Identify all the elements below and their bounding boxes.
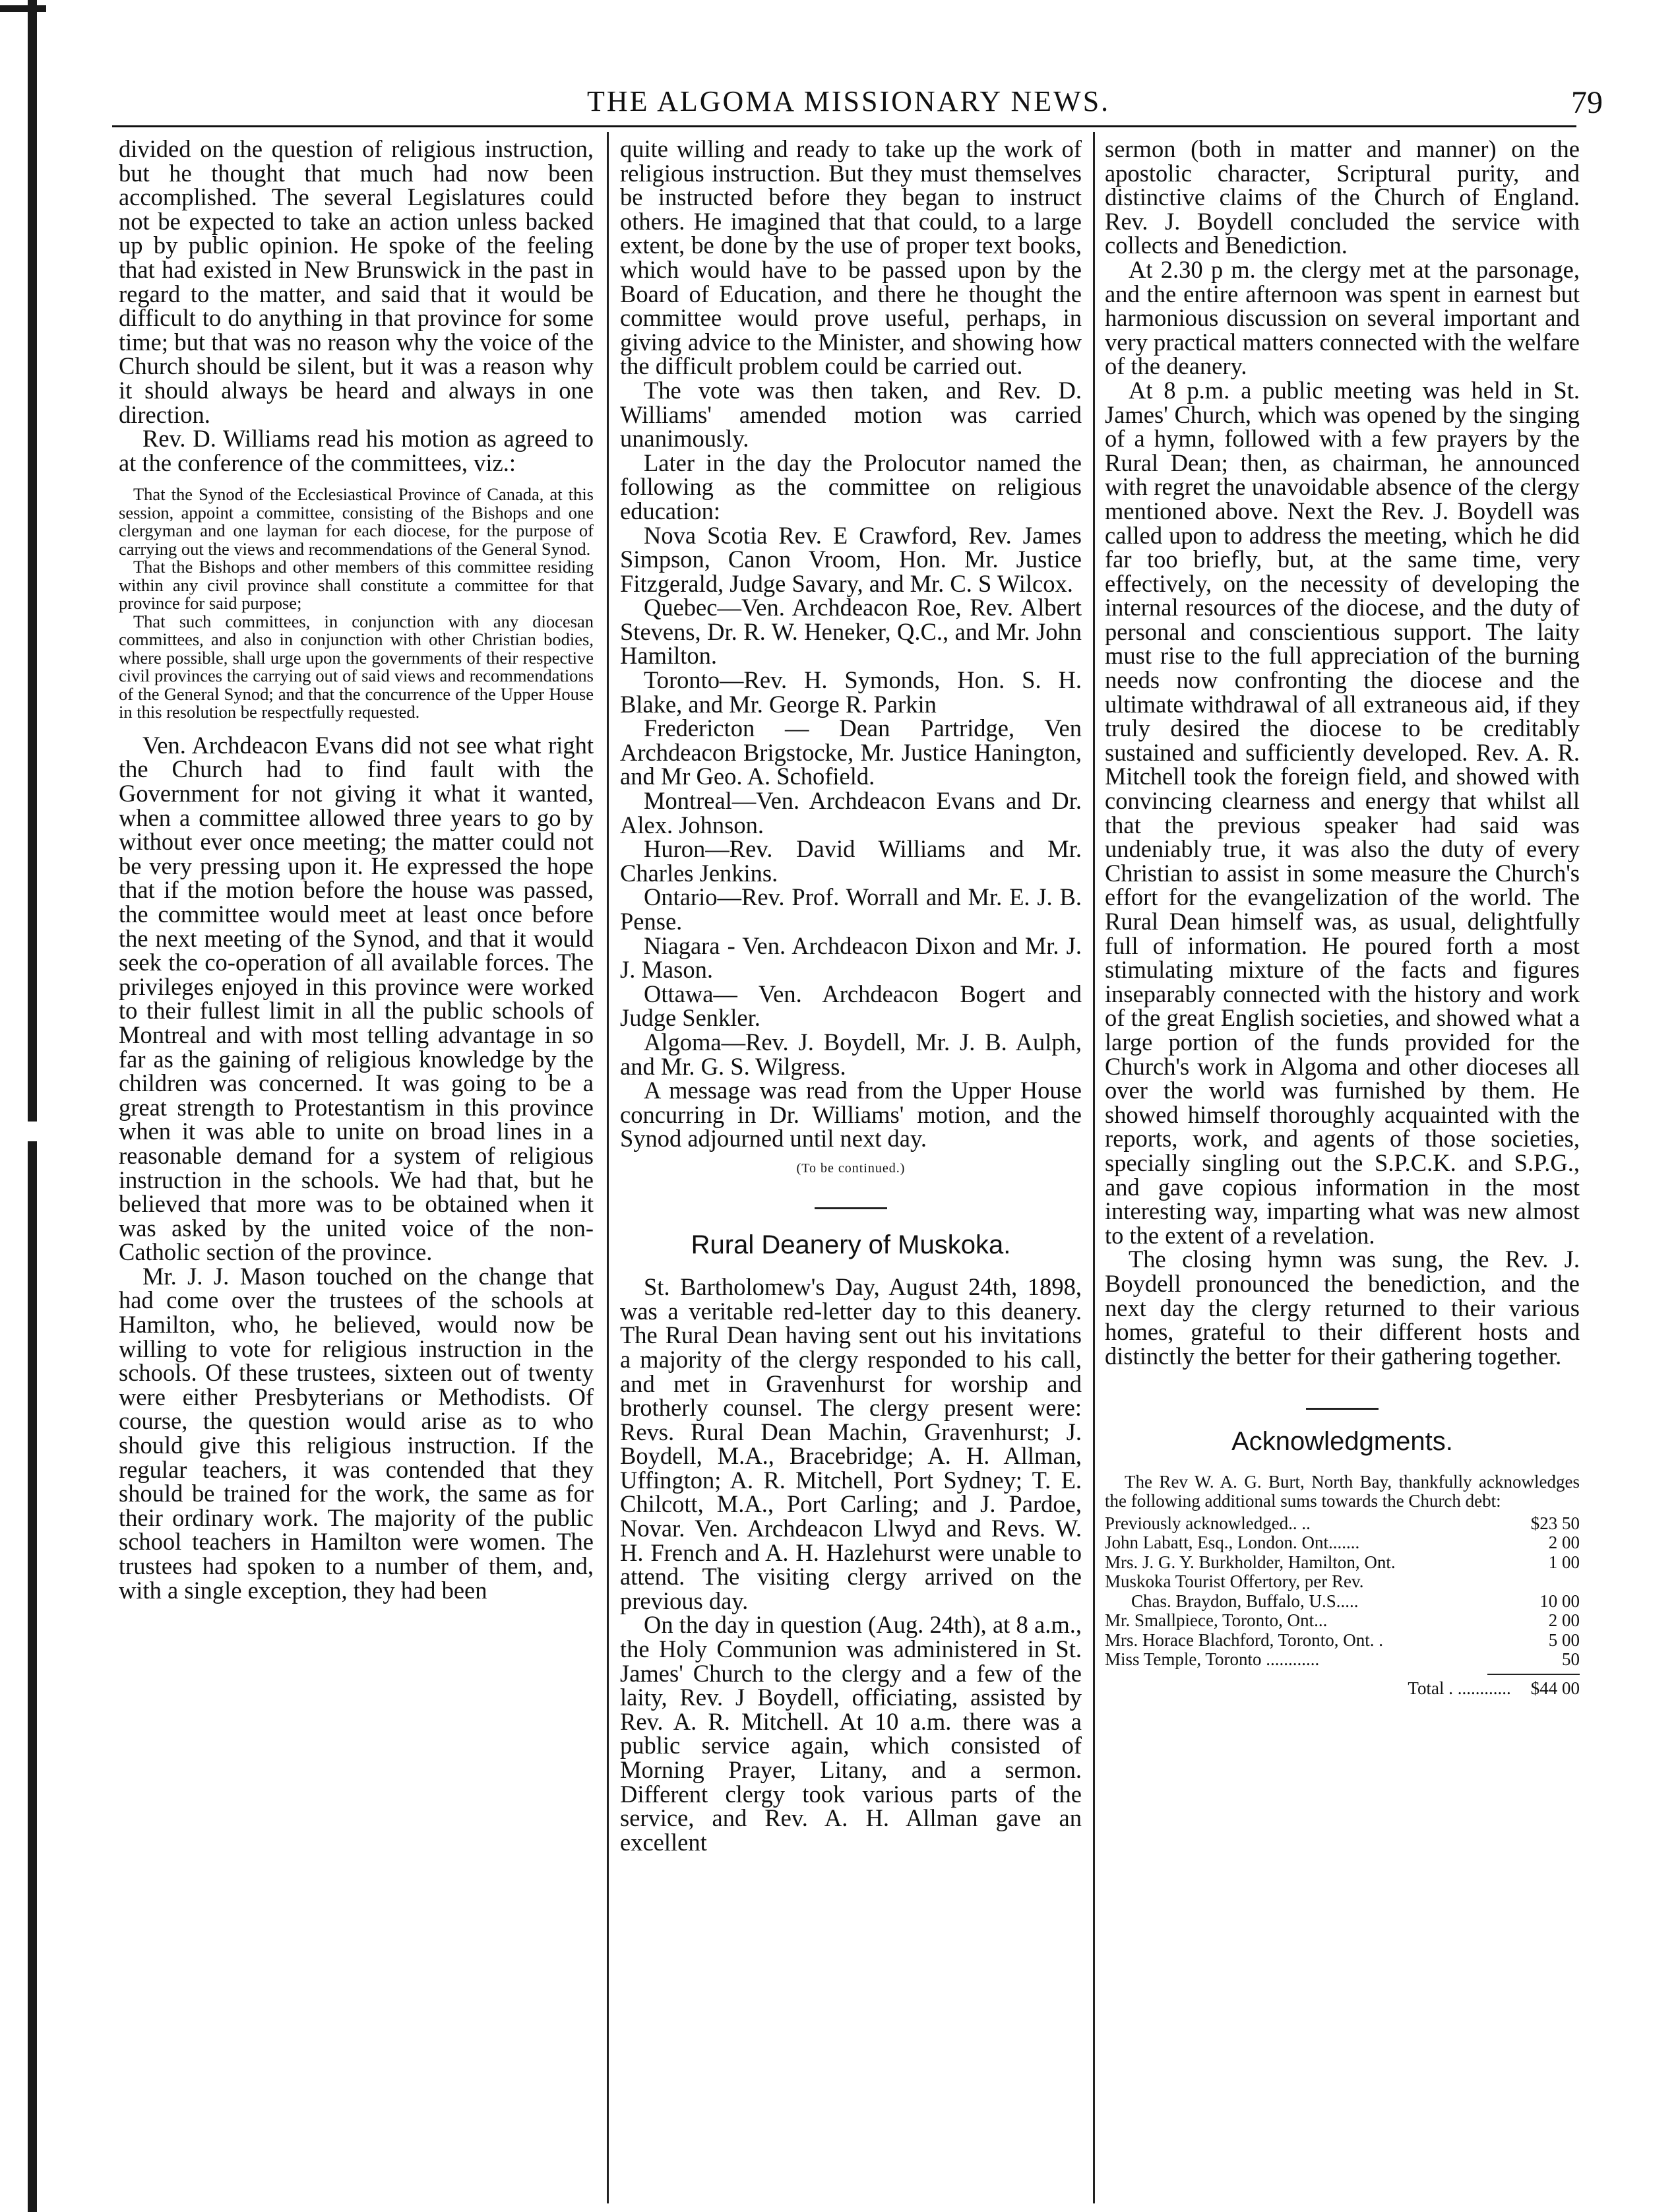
paragraph: sermon (both in matter and manner) on the apostolic character, Scriptural purity, and distinctive claims of the Church of England. Rev. J. Boydell concluded the service with collects and Benediction. [1105, 137, 1580, 259]
to-be-continued-note: (To be continued.) [796, 1160, 906, 1176]
section-rule [815, 1207, 887, 1209]
ack-name: Chas. Braydon, Buffalo, U.S..... [1131, 1591, 1359, 1611]
committee-entry: Fredericton — Dean Partridge, Ven Archdeacon Brigstocke, Mr. Justice Hanington, and Mr Geo. A. Schofield. [620, 714, 1082, 790]
ack-row [1105, 1650, 1580, 1670]
acknowledgments-intro: The Rev W. A. G. Burt, North Bay, thankfully acknowledges the following additional sums towards the Church debt: [1105, 1471, 1580, 1511]
committee-entry: Huron—Rev. David Williams and Mr. Charles Jenkins. [620, 835, 1082, 887]
committee-entry: Ontario—Rev. Prof. Worrall and Mr. E. J. B. Pense. [620, 883, 1082, 935]
page-header [112, 84, 1603, 124]
acknowledgments-title: Acknowledgments. [1231, 1427, 1453, 1457]
ack-amount: 2 00 [1548, 1533, 1580, 1553]
section-title: Rural Deanery of Muskoka. [691, 1230, 1011, 1259]
total-amount: $44 00 [1530, 1678, 1580, 1698]
resolution-clause: That the Synod of the Ecclesiastical Province of Canada, at this session, appoint a committee, consisting of the Bishops and one clergyman and one layman for each diocese, for the purpose of carrying out the views and recommendations of the General Synod. [119, 484, 594, 559]
ack-name: Previously acknowledged.. .. [1105, 1513, 1311, 1533]
paragraph: Rev. D. Williams read his motion as agreed to at the conference of the committees, viz.: [119, 425, 594, 476]
scan-corner-mark [0, 5, 46, 12]
committee-entry: Montreal—Ven. Archdeacon Evans and Dr. Alex. Johnson. [620, 787, 1082, 838]
paragraph: divided on the question of religious instruction, but he thought that much had now been accomplished. The several Legislatures could not be expected to take an action unless backed up by public opinion. He spoke of the feeling that had existed in New Brunswick in the past in regard to the matter, and said that it would be difficult to do anything in that province for some time; but that was no reason why the voice of the Church should be silent, but it was a reason why it should always be heard and always in one direction. [119, 137, 594, 428]
ack-amount: $23 50 [1530, 1513, 1580, 1533]
paragraph: At 8 p.m. a public meeting was held in St. James' Church, which was opened by the singing of a hymn, followed with a few prayers by the Rural Dean; then, as chairman, he announced with regret the unavoidable absence of the clergy mentioned above. Next the Rev. J. Boydell was called upon to address the meeting, which he did far too briefly, but, at the same time, very effectively, on the necessity of developing the internal resources of the diocese, and the duty of personal and conscientious support. The laity must rise to the full appreciation of the burning needs now confronting the diocese and the ultimate withdrawal of all extraneous aid, if they truly desired the diocese to be creditably sustained and sufficiently developed. Rev. A. R. Mitchell took the foreign field, and showed with convincing clearness and energy that whilst all that the previous speaker had said was undeniably true, it was also the duty of every Christian to assist in some measure the Church's effort for the evangelization of the world. The Rural Dean himself was, as usual, delightfully full of information. He poured forth a most stimulating mixture of the facts and figures inseparably connected with the history and work of the great English societies, and showed what a large portion of the funds provided for the Church's work in Algoma and other dioceses all over the world was furnished by them. He showed himself thoroughly acquainted with the reports, work, and agents of those societies, specially singling out the S.P.C.K. and S.P.G., and gave copious information in the most interesting way, imparting what was new almost to the extent of a revelation. [1105, 376, 1580, 1249]
ack-row [1105, 1553, 1580, 1573]
column-divider-2 [1093, 132, 1095, 2203]
resolution-clause: That such committees, in conjunction with any diocesan committees, and also in conjunction with other Christian bodies, where possible, shall urge upon the governments of their respective civil provinces the carrying out of said views and recommendations of the General Synod; and that the concurrence of the Upper House in this resolution be respectfully requested. [119, 611, 594, 722]
paragraph: Mr. J. J. Mason touched on the change that had come over the trustees of the schools at Hamilton, who, he believed, would now be willing to vote for religious instruction in the schools. Of these trustees, sixteen out of twenty were either Presbyterians or Methodists. Of course, the question would arise as to who should give this religious instruction. If the regular teachers, it was contended that they should be trained for the work, the same as for their ordinary work. The majority of the public school teachers in Hamilton were women. The trustees had spoken to a number of them, and, with a single exception, they had been [119, 1262, 594, 1604]
paragraph: At 2.30 p m. the clergy met at the parsonage, and the entire afternoon was spent in earnest but harmonious discussion on several important and very practical matters connected with the welfare of the deanery. [1105, 255, 1580, 380]
resolution-clause: That the Bishops and other members of this committee residing within any civil province shall constitute a committee for that province for said purpose; [119, 557, 594, 614]
ack-amount: 50 [1562, 1649, 1580, 1670]
page-number: 79 [1571, 85, 1603, 120]
ack-name: Mr. Smallpiece, Toronto, Ont... [1105, 1610, 1328, 1631]
ack-total-row [1105, 1679, 1580, 1699]
resolution-block [119, 486, 594, 722]
scan-binding-edge [28, 0, 37, 2212]
paragraph: The vote was then taken, and Rev. D. Williams' amended motion was carried unanimously. [620, 376, 1082, 453]
ack-row [1105, 1533, 1580, 1553]
scan-edge-gap [28, 1122, 37, 1141]
ack-row [1105, 1631, 1580, 1651]
column-divider-1 [607, 132, 609, 2203]
section-rule [1306, 1408, 1379, 1410]
total-label: Total . ............ [1408, 1678, 1511, 1698]
ack-amount: 2 00 [1548, 1610, 1580, 1631]
running-title: THE ALGOMA MISSIONARY NEWS. [587, 85, 1111, 117]
header-rule [112, 125, 1576, 127]
ack-amount: 1 00 [1548, 1552, 1580, 1572]
ack-amount: 5 00 [1548, 1629, 1580, 1650]
committee-entry: Nova Scotia Rev. E Crawford, Rev. James Simpson, Canon Vroom, Hon. Mr. Justice Fitzgerald, Judge Savary, and Mr. C. S Wilcox. [620, 521, 1082, 597]
paragraph: Later in the day the Prolocutor named the following as the committee on religious education: [620, 449, 1082, 524]
paragraph: Ven. Archdeacon Evans did not see what right the Church had to find fault with the Government for not giving it what it wanted, when a committee allowed three years to go by without ever once meeting; the matter could not be very pressing upon it. He expressed the hope that if the motion before the house was passed, the committee would meet at least once before the next meeting of the Synod, and that it would seek the co-operation of all available forces. The privileges enjoyed in this province were worked to their fullest limit in all the public schools of Montreal and with most telling advantage in so far as the gaining of religious knowledge by the children was concerned. It was going to be a great strength to Protestantism in this province when it was able to unite on broad lines in a reasonable demand for a system of religious instruction in the schools. We had that, but he believed that more was to be obtained when it was asked by the united voice of the non-Catholic section of the province. [119, 731, 594, 1266]
committee-entry: Algoma—Rev. J. Boydell, Mr. J. B. Aulph, and Mr. G. S. Wilgress. [620, 1028, 1082, 1080]
ack-name: Miss Temple, Toronto ............ [1105, 1649, 1320, 1670]
paragraph: On the day in question (Aug. 24th), at 8 a.m., the Holy Communion was administered in St. James' Church to the clergy and a few of the laity, Rev. J Boydell, officiating, assisted by Rev. A. R. Mitchell. At 10 a.m. there was a public service again, which consisted of Morning Prayer, Litany, and a sermon. Different clergy took various parts of the service, and Rev. A. H. Allman gave an excellent [620, 1611, 1082, 1856]
paragraph: The closing hymn was sung, the Rev. J. Boydell pronounced the benediction, and the next day the clergy returned to their various homes, grateful to their different hosts and distinctly the better for their gathering together. [1105, 1246, 1580, 1370]
committee-entry: Quebec—Ven. Archdeacon Roe, Rev. Albert Stevens, Dr. R. W. Heneker, Q.C., and Mr. John Hamilton. [620, 594, 1082, 670]
paragraph: A message was read from the Upper House concurring in Dr. Williams' motion, and the Synod adjourned until next day. [620, 1077, 1082, 1153]
paragraph: quite willing and ready to take up the work of religious instruction. But they must themselves be instructed before they began to instruct others. He imagined that that could, to a large extent, be done by the use of proper text books, which would have to be passed upon by the Board of Education, and there he thought the committee would prove useful, perhaps, in giving advice to the Minister, and showing how the difficult problem could be carried out. [620, 137, 1082, 380]
ack-name: Mrs. J. G. Y. Burkholder, Hamilton, Ont. [1105, 1552, 1396, 1572]
ack-amount: 10 00 [1539, 1591, 1580, 1611]
paragraph: St. Bartholomew's Day, August 24th, 1898, was a veritable red-letter day to this deanery. The Rural Dean having sent out his invitations a majority of the clergy responded to his call, and met in Gravenhurst for worship and brotherly counsel. The clergy present were: Revs. Rural Dean Machin, Gravenhurst; J. Boydell, M.A., Bracebridge; A. H. Allman, Uffington; A. R. Mitchell, Port Sydney; T. E. Chilcott, M.A., Port Carling; and J. Pardoe, Novar. Ven. Archdeacon Llwyd and Revs. W. H. French and A. H. Hazlehurst were unable to attend. The visiting clergy arrived on the previous day. [620, 1273, 1082, 1614]
committee-entry: Ottawa— Ven. Archdeacon Bogert and Judge Senkler. [620, 980, 1082, 1032]
ack-row [1105, 1592, 1580, 1612]
ack-name: John Labatt, Esq., London. Ont....... [1105, 1533, 1360, 1553]
ack-row [1105, 1611, 1580, 1631]
acknowledgments-list [1105, 1472, 1580, 1699]
ack-row [1105, 1572, 1580, 1592]
ack-name: Muskoka Tourist Offertory, per Rev. [1105, 1571, 1364, 1592]
column-2 [620, 137, 1082, 2123]
column-3 [1105, 137, 1580, 2123]
committee-entry: Toronto—Rev. H. Symonds, Hon. S. H. Blake, and Mr. George R. Parkin [620, 666, 1082, 718]
committee-entry: Niagara - Ven. Archdeacon Dixon and Mr. J. J. Mason. [620, 932, 1082, 984]
ack-row [1105, 1514, 1580, 1534]
column-1 [119, 137, 594, 2123]
total-rule [1487, 1674, 1580, 1675]
ack-name: Mrs. Horace Blachford, Toronto, Ont. . [1105, 1629, 1384, 1650]
